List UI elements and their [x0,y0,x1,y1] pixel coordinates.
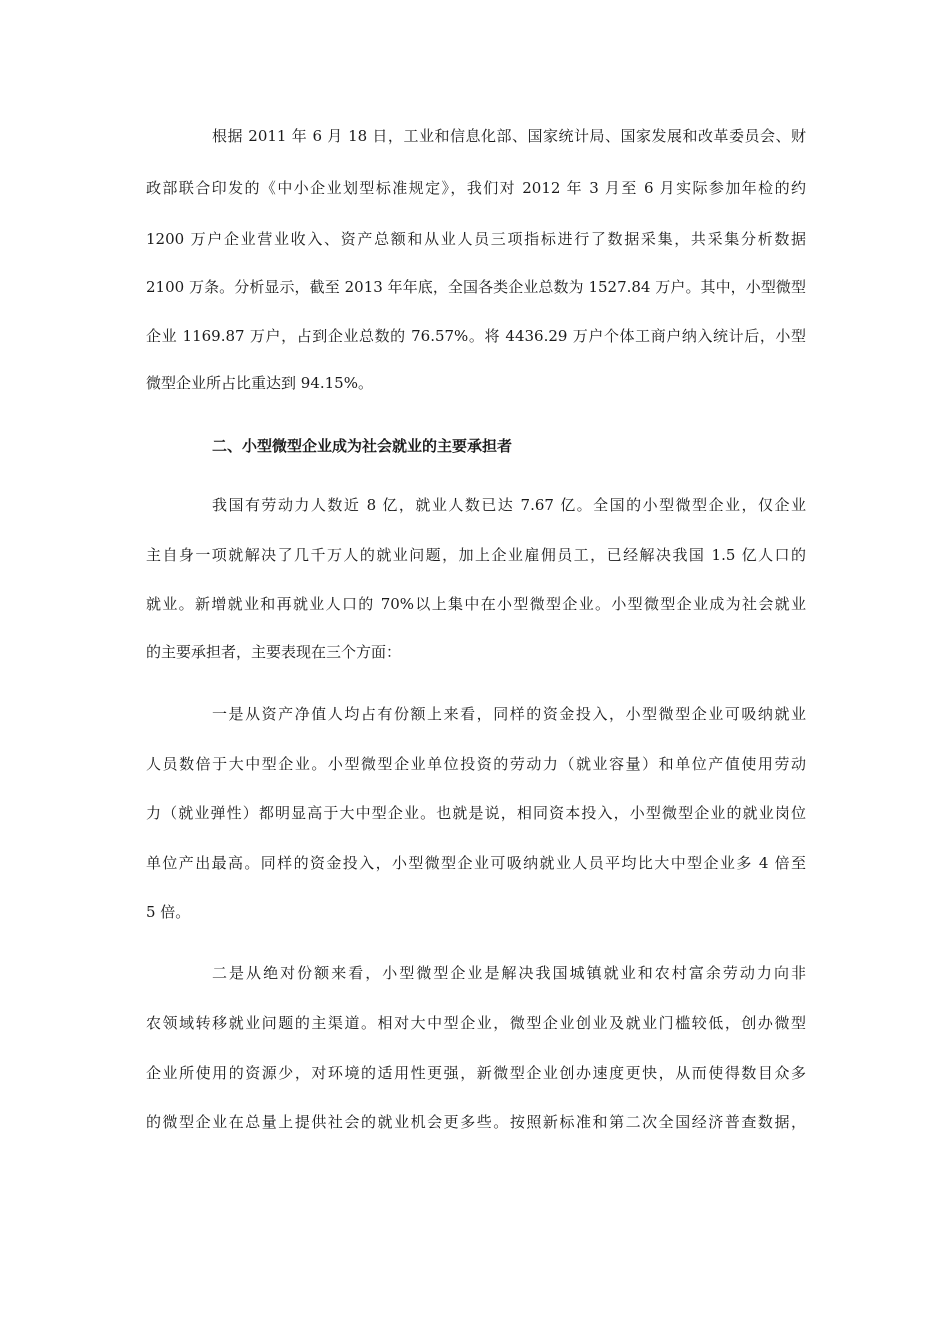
paragraph-line: 2100 万条。分析显示，截至 2013 年年底，全国各类企业总数为 1527.84 万户。其中，小型微型 [146,278,806,296]
paragraph-line: 主自身一项就解决了几千万人的就业问题，加上企业雇佣员工，已经解决我国 1.5 亿人口的 [146,546,806,564]
paragraph-line: 5 倍。 [146,903,191,921]
paragraph-line: 就业。新增就业和再就业人口的 70%以上集中在小型微型企业。小型微型企业成为社会就业 [146,595,806,613]
paragraph-line: 根据 2011 年 6 月 18 日，工业和信息化部、国家统计局、国家发展和改革委员会、财 [212,127,806,145]
paragraph-line: 人员数倍于大中型企业。小型微型企业单位投资的劳动力（就业容量）和单位产值使用劳动 [146,755,806,773]
paragraph-line: 的微型企业在总量上提供社会的就业机会更多些。按照新标准和第二次全国经济普查数据， [146,1113,806,1131]
paragraph-line: 的主要承担者，主要表现在三个方面： [146,643,402,661]
paragraph-line: 微型企业所占比重达到 94.15%。 [146,374,373,392]
paragraph-line: 一是从资产净值人均占有份额上来看，同样的资金投入，小型微型企业可吸纳就业 [212,705,806,723]
paragraph-line: 我国有劳动力人数近 8 亿，就业人数已达 7.67 亿。全国的小型微型企业，仅企业 [212,496,806,514]
paragraph-line: 农领域转移就业问题的主渠道。相对大中型企业，微型企业创业及就业门槛较低，创办微型 [146,1014,806,1032]
paragraph-line: 二是从绝对份额来看，小型微型企业是解决我国城镇就业和农村富余劳动力向非 [212,964,806,982]
paragraph-line: 1200 万户企业营业收入、资产总额和从业人员三项指标进行了数据采集，共采集分析数据 [146,230,806,248]
section-heading: 二、小型微型企业成为社会就业的主要承担者 [212,437,513,455]
paragraph-line: 力（就业弹性）都明显高于大中型企业。也就是说，相同资本投入，小型微型企业的就业岗位 [146,804,806,822]
paragraph-line: 企业所使用的资源少，对环境的适用性更强，新微型企业创办速度更快，从而使得数目众多 [146,1064,806,1082]
paragraph-line: 单位产出最高。同样的资金投入，小型微型企业可吸纳就业人员平均比大中型企业多 4 倍至 [146,854,806,872]
paragraph-line: 企业 1169.87 万户，占到企业总数的 76.57%。将 4436.29 万户个体工商户纳入统计后，小型 [146,327,806,345]
paragraph-line: 政部联合印发的《中小企业划型标准规定》，我们对 2012 年 3 月至 6 月实际参加年检的约 [146,179,806,197]
